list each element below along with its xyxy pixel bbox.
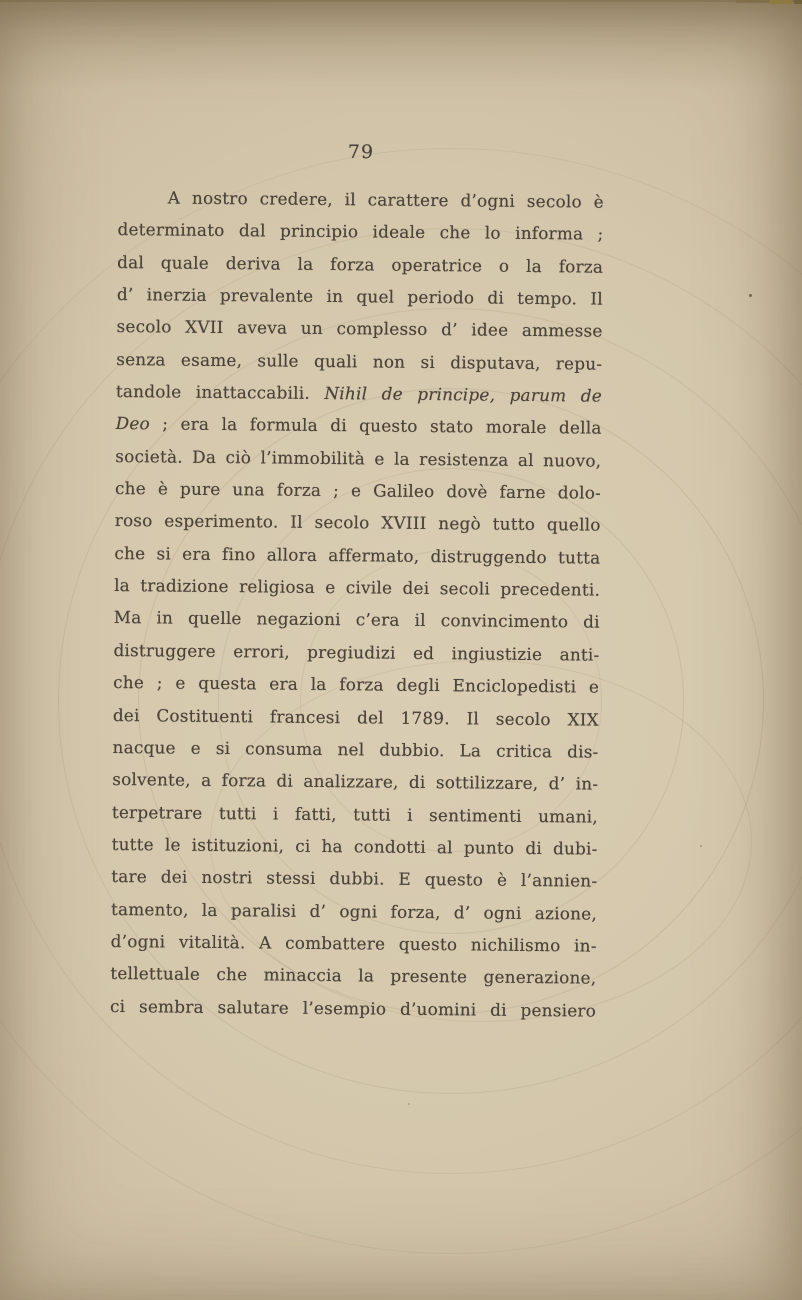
text-run: tandole inattaccabili. (115, 381, 325, 404)
text-run: società. Da ciò l’immobilità e la resistenza al nuovo, (115, 445, 602, 471)
text-line (110, 957, 596, 994)
text-run: nacque e si consuma nel dubbio. La critica dis- (112, 736, 599, 762)
text-line (111, 828, 597, 865)
text-line (116, 375, 602, 412)
text-run: d’ inerzia prevalente in quel periodo di tempo. Il (116, 284, 603, 309)
text-run: che si era fino allora affermato, distruggendo tutta (114, 542, 601, 568)
text-line (111, 860, 597, 897)
text-run: senza esame, sulle quali non si disputava, repu- (116, 348, 603, 374)
italic-text-run: Deo (115, 413, 151, 434)
gilt-edge (769, 0, 792, 4)
text-line (114, 537, 600, 574)
paragraph (110, 181, 604, 1027)
text-line (117, 213, 603, 250)
text-run: A nostro credere, il carattere d’ogni secolo è (167, 187, 604, 212)
page-edge-strip (0, 0, 802, 2)
text-run: tellettuale che minaccia la presente generazione, (110, 963, 597, 988)
paper-speck (408, 1103, 410, 1105)
text-run: determinato dal principio ideale che lo informa ; (117, 219, 604, 245)
text-line (110, 990, 596, 1027)
text-line (112, 796, 598, 833)
text-line (115, 472, 601, 509)
text-run: che è pure una forza ; e Galileo dovè farne dolo- (114, 478, 602, 503)
text-line (111, 925, 597, 962)
paper-speck (749, 294, 752, 297)
text-line (116, 407, 602, 444)
text-run: dal quale deriva la forza operatrice o la forza (117, 251, 604, 277)
text-line (114, 569, 600, 606)
text-run: la tradizione religiosa e civile dei secoli precedenti. (114, 575, 601, 600)
text-run: tare dei nostri stessi dubbi. E questo è l’annien- (111, 866, 598, 891)
text-run: tamento, la paralisi d’ ogni forza, d’ ogni azione, (110, 898, 598, 924)
text-line (113, 634, 599, 671)
text-line (112, 763, 598, 800)
text-run: ; era la formula di questo stato morale della (149, 413, 602, 439)
text-line (115, 440, 601, 477)
text-line (113, 666, 599, 703)
italic-text-run: Nihil de principe, parum de (324, 383, 603, 406)
text-run: tutte le istituzioni, ci ha condotti al punto di dubi- (111, 833, 598, 859)
text-run: roso esperimento. Il secolo XVIII negò tutto quello (114, 510, 601, 536)
page-edge-strip (794, 0, 802, 4)
text-line (117, 278, 603, 315)
text-line (116, 310, 602, 347)
text-run: secolo XVII aveva un complesso d’ idee ammesse (116, 316, 603, 342)
text-run: d’ogni vitalità. A combattere questo nichilismo in- (110, 930, 597, 956)
paper-speck (700, 845, 702, 847)
text-line (113, 698, 599, 735)
text-line (112, 731, 598, 768)
text-run: che ; e questa era la forza degli Enciclopedisti e (113, 672, 600, 697)
text-run: terpetrare tutti i fatti, tutti i sentimenti umani, (111, 801, 599, 827)
text-run: dei Costituenti francesi del 1789. Il secolo XIX (112, 704, 599, 730)
text-line (117, 246, 603, 283)
text-run: distruggere errori, pregiudizi ed ingiustizie anti- (113, 639, 600, 665)
text-run: Ma in quelle negazioni c’era il convincimento di (113, 607, 600, 633)
text-line (111, 893, 597, 930)
page-number: 79 (347, 141, 375, 163)
photo-top-shade (0, 0, 802, 90)
text-line (116, 343, 602, 380)
text-run: ci sembra salutare l’esempio d’uomini di pensiero (109, 995, 597, 1021)
text-line (118, 181, 604, 218)
text-line (115, 504, 601, 541)
page-edge-strip (736, 0, 772, 3)
text-run: solvente, a forza di analizzare, di sottilizzare, d’ in- (112, 769, 599, 794)
text-line (114, 601, 600, 638)
